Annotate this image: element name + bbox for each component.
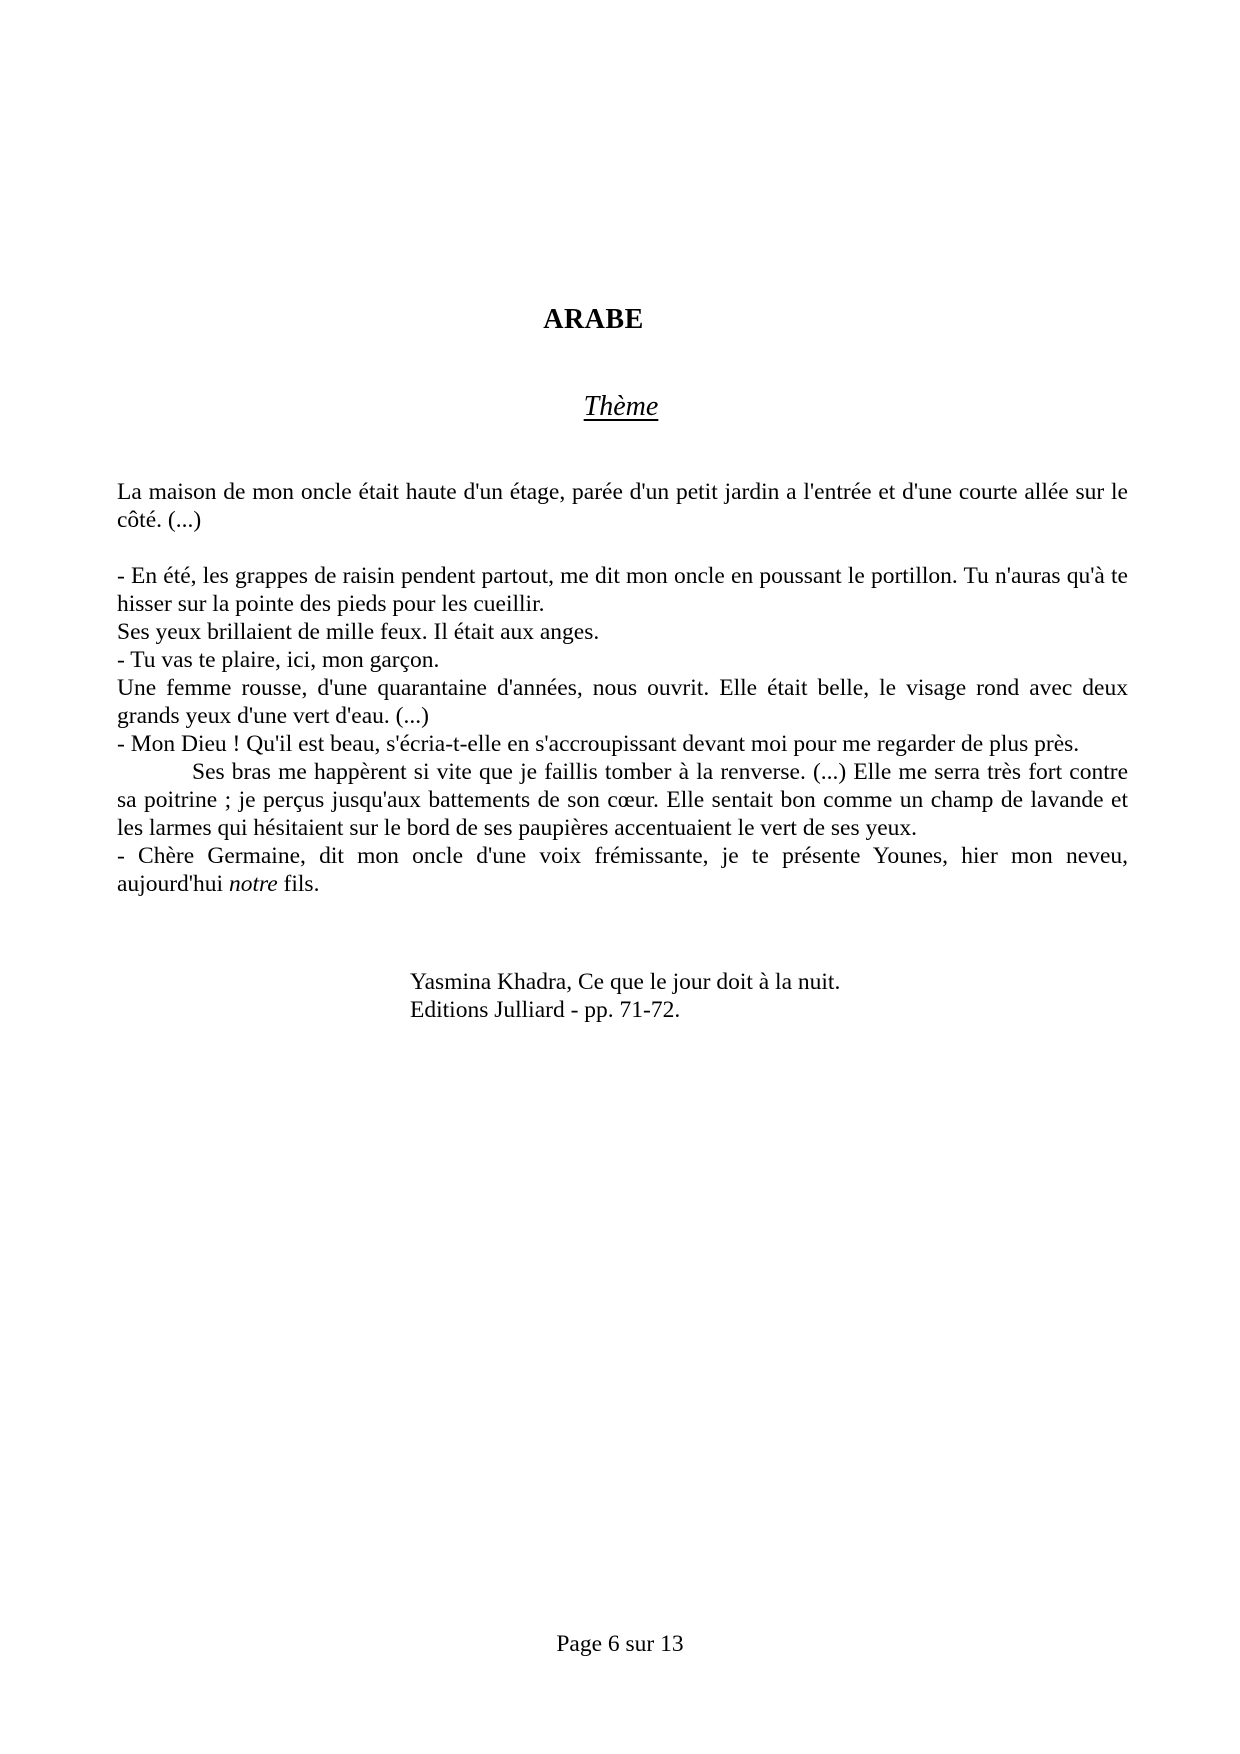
paragraph <box>117 842 1128 898</box>
citation <box>410 968 840 1024</box>
paragraph: Une femme rousse, d'une quarantaine d'années, nous ouvrit. Elle était belle, le visage rond avec deux grands yeux d'une vert d'eau. (...) <box>117 675 1128 729</box>
page-number: Page 6 sur 13 <box>556 1631 684 1657</box>
citation-publisher: Editions Julliard - pp. 71-72. <box>410 997 681 1023</box>
paragraph: - Tu vas te plaire, ici, mon garçon. <box>117 647 440 673</box>
paragraph-text: - Chère Germaine, dit mon oncle d'une voix frémissante, je te présente Younes, hier mon neveu, aujourd'hui <box>117 843 1128 897</box>
citation-author-title: Yasmina Khadra, Ce que le jour doit à la nuit. <box>410 969 841 995</box>
paragraph: Ses bras me happèrent si vite que je faillis tomber à la renverse. (...) Elle me serra très fort contre sa poitrine ; je perçus jusqu'aux battements de son cœur. Elle sentait bon comme un champ de lavande et les larmes qui hésitaient sur le bord de ses paupières accentuaient le vert de ses yeux. <box>117 759 1128 841</box>
section-title: Thème <box>583 391 659 422</box>
paragraph: - Mon Dieu ! Qu'il est beau, s'écria-t-elle en s'accroupissant devant moi pour me regarder de plus près. <box>117 731 1080 757</box>
paragraph-text: fils. <box>277 871 320 897</box>
emphasized-word: notre <box>228 871 278 897</box>
paragraph: La maison de mon oncle était haute d'un étage, parée d'un petit jardin a l'entrée et d'une courte allée sur le côté. (...) <box>117 479 1128 533</box>
paragraph: - En été, les grappes de raisin pendent partout, me dit mon oncle en poussant le portillon. Tu n'auras qu'à te hisser sur la pointe des pieds pour les cueillir. <box>117 563 1128 617</box>
paragraph: Ses yeux brillaient de mille feux. Il était aux anges. <box>117 619 600 645</box>
excerpt-body <box>117 478 1128 898</box>
subject-title: ARABE <box>543 304 644 335</box>
